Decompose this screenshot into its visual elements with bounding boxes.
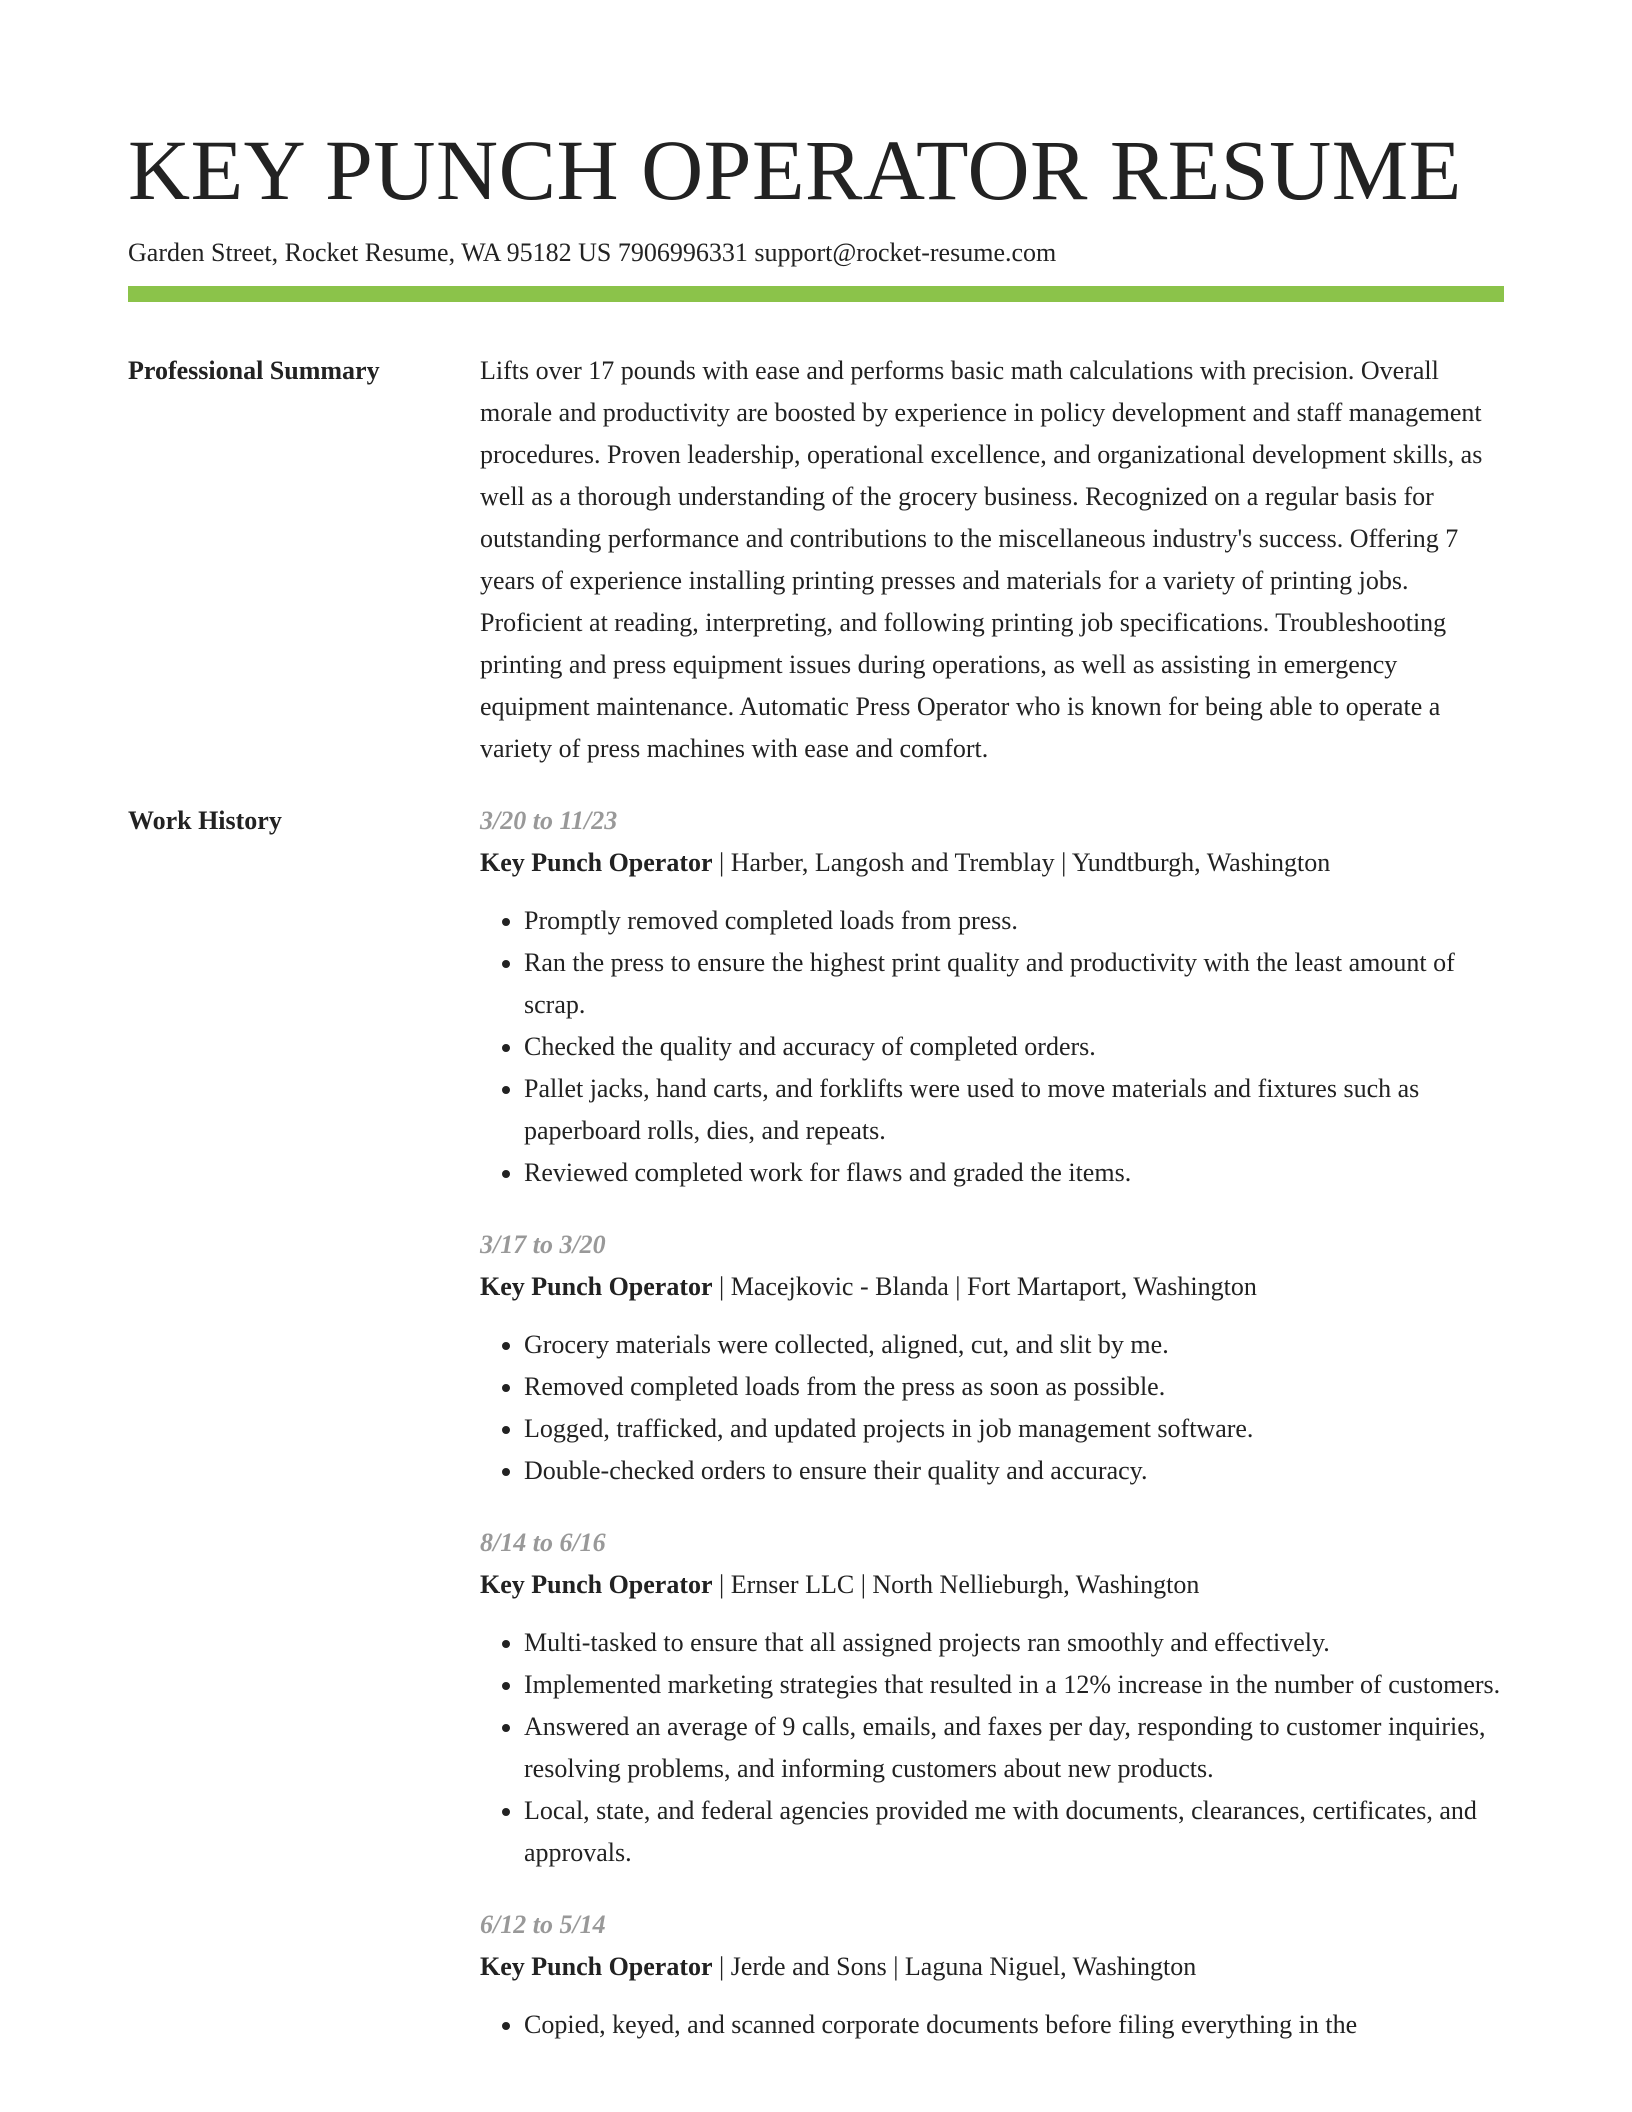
job-dates: 3/17 to 3/20 [480,1230,606,1259]
job-bullet: • Checked the quality and accuracy of completed orders. [524,1026,1504,1068]
job-bullet: • Logged, trafficked, and updated projects in job management software. [524,1408,1504,1450]
job-entry [480,800,1504,1194]
job-heading [480,1564,1504,1606]
contact-info: Garden Street, Rocket Resume, WA 95182 US 7906996331 support@rocket-resume.com [128,238,1057,267]
job-dates: 3/20 to 11/23 [480,806,618,835]
job-dates: 6/12 to 5/14 [480,1910,606,1939]
resume-header [128,118,1504,270]
job-entry [480,1904,1504,2046]
job-employer-location: | Harber, Langosh and Tremblay | Yundtburgh, Washington [712,848,1331,877]
job-bullet: • Reviewed completed work for flaws and graded the items. [524,1152,1504,1194]
job-bullet: • Promptly removed completed loads from press. [524,900,1504,942]
job-bullet: • Grocery materials were collected, aligned, cut, and slit by me. [524,1324,1504,1366]
job-heading [480,842,1504,884]
job-bullet: • Double-checked orders to ensure their quality and accuracy. [524,1450,1504,1492]
section-label-work-history: Work History [128,806,282,835]
job-bullet: • Implemented marketing strategies that resulted in a 12% increase in the number of customers. [524,1664,1504,1706]
resume-content [128,350,1504,2106]
job-bullet-list [480,2004,1504,2046]
job-bullet: • Local, state, and federal agencies provided me with documents, clearances, certificates, and approvals. [524,1790,1504,1874]
job-dates: 8/14 to 6/16 [480,1528,606,1557]
resume-title: KEY PUNCH OPERATOR RESUME [128,122,1462,218]
job-heading [480,1266,1504,1308]
job-bullet: • Multi-tasked to ensure that all assigned projects ran smoothly and effectively. [524,1622,1504,1664]
job-bullet: • Copied, keyed, and scanned corporate documents before filing everything in the [524,2004,1504,2046]
section-label-professional-summary: Professional Summary [128,356,380,385]
work-history-section [128,800,1504,2076]
job-title: Key Punch Operator [480,1272,713,1301]
job-employer-location: | Ernser LLC | North Nellieburgh, Washington [712,1570,1200,1599]
professional-summary-text: Lifts over 17 pounds with ease and performs basic math calculations with precision. Overall morale and productivity are boosted by experience in policy development and staff management procedures. Proven leadership, operational excellence, and organizational development skills, as well as a thorough understanding of the grocery business. Recognized on a regular basis for outstanding performance and contributions to the miscellaneous industry's success. Offering 7 years of experience installing printing presses and materials for a variety of printing jobs. Proficient at reading, interpreting, and following printing job specifications. Troubleshooting printing and press equipment issues during operations, as well as assisting in emergency equipment maintenance. Automatic Press Operator who is known for being able to operate a variety of press machines with ease and comfort. [480,356,1483,763]
professional-summary-body [480,350,1504,770]
job-bullet-list [480,900,1504,1194]
job-bullet: • Answered an average of 9 calls, emails, and faxes per day, responding to customer inquiries, resolving problems, and informing customers about new products. [524,1706,1504,1790]
job-title: Key Punch Operator [480,1570,713,1599]
job-bullet-list [480,1324,1504,1492]
job-employer-location: | Jerde and Sons | Laguna Niguel, Washington [712,1952,1197,1981]
job-entry [480,1522,1504,1874]
job-bullet: • Pallet jacks, hand carts, and forklifts were used to move materials and fixtures such as paperboard rolls, dies, and repeats. [524,1068,1504,1152]
job-title: Key Punch Operator [480,848,713,877]
job-bullet: • Ran the press to ensure the highest print quality and productivity with the least amount of scrap. [524,942,1504,1026]
job-bullet: • Removed completed loads from the press as soon as possible. [524,1366,1504,1408]
job-entry [480,1224,1504,1492]
job-employer-location: | Macejkovic - Blanda | Fort Martaport, Washington [712,1272,1257,1301]
professional-summary-section [128,350,1504,770]
job-bullet-list [480,1622,1504,1874]
header-accent-bar [128,286,1504,302]
job-title: Key Punch Operator [480,1952,713,1981]
work-history-body [480,800,1504,2076]
job-heading [480,1946,1504,1988]
